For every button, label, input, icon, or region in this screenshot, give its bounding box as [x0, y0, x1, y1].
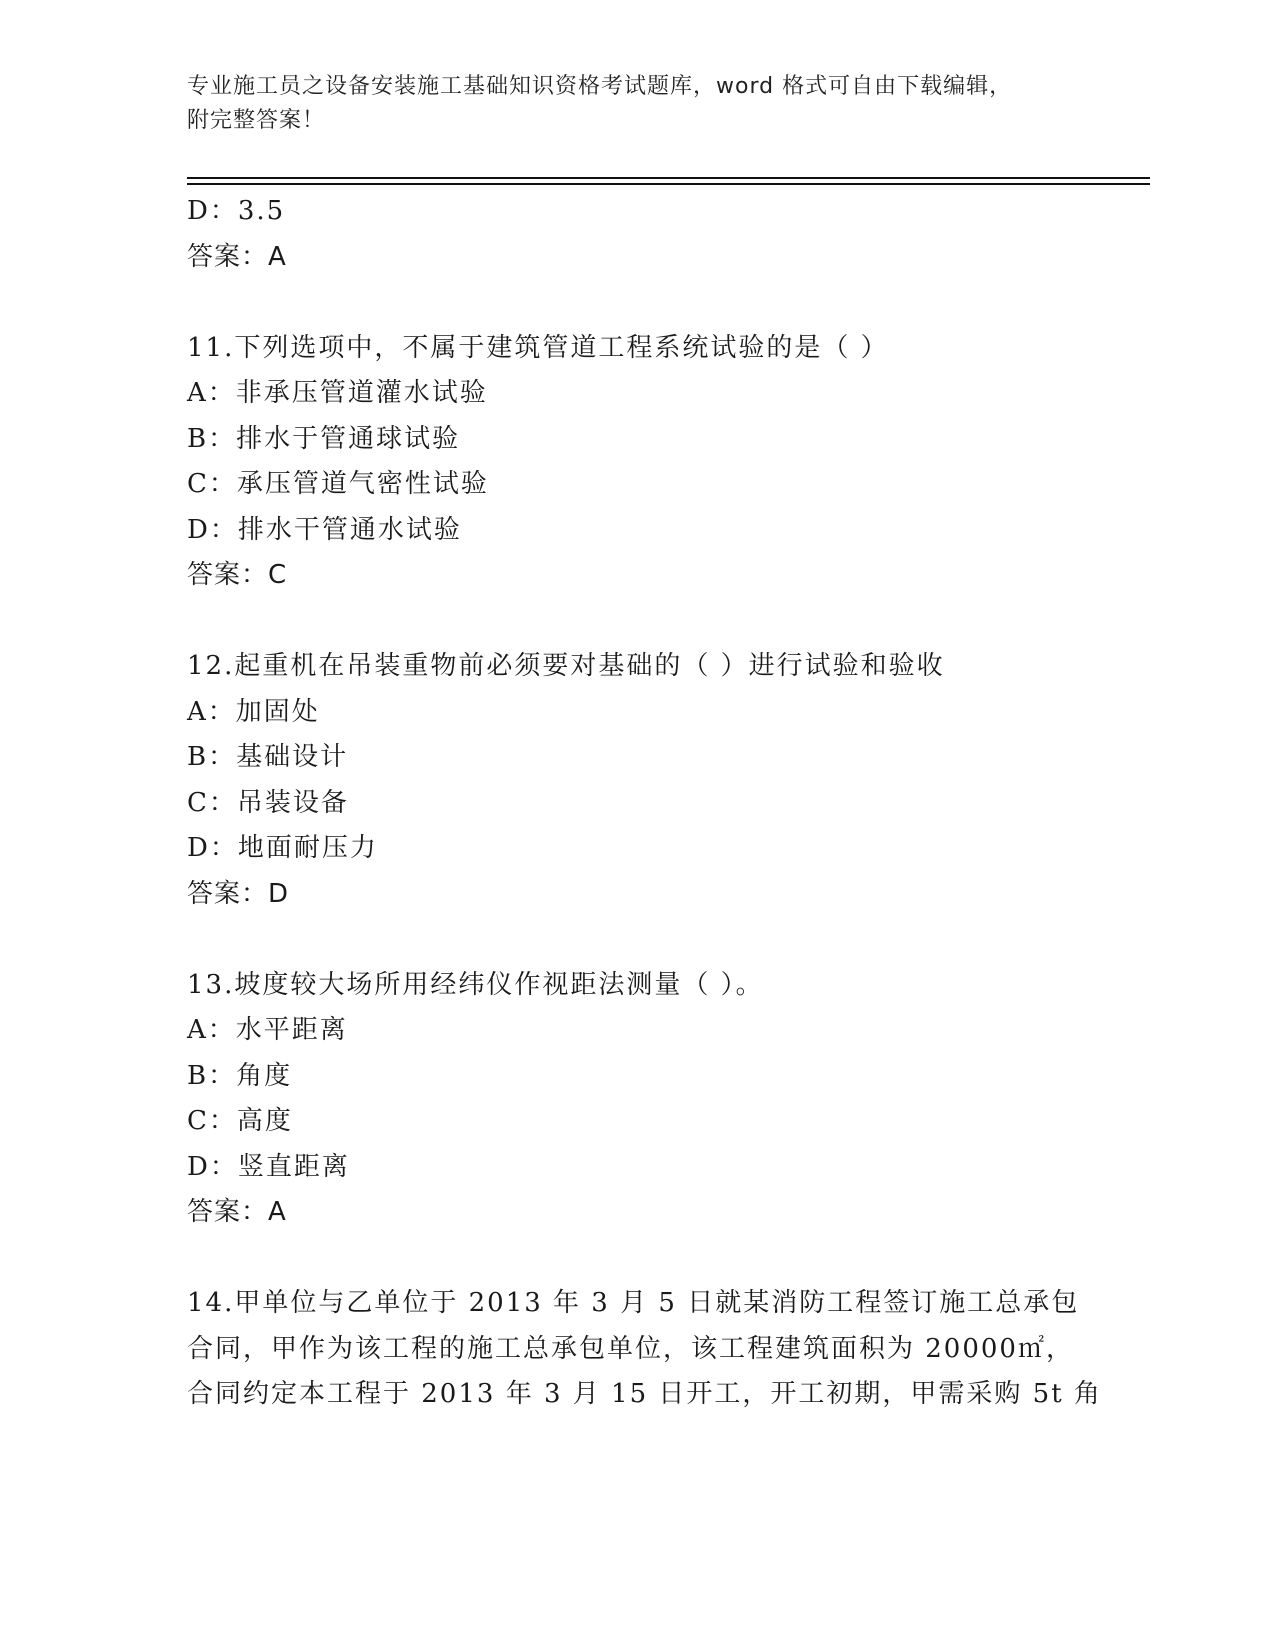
spacer: [187, 280, 1147, 326]
answer: 答案：A: [187, 241, 287, 272]
question-stem-line-1: 14.甲单位与乙单位于 2013 年 3 月 5 日就某消防工程签订施工总承包: [187, 1288, 1080, 1318]
question-11: [187, 326, 1147, 599]
question-stem: 12.起重机在吊装重物前必须要对基础的（ ）进行试验和验收: [187, 651, 945, 681]
question-13: [187, 963, 1147, 1236]
header-divider-bottom: [187, 183, 1150, 185]
question-stem-line-3: 合同约定本工程于 2013 年 3 月 15 日开工，开工初期，甲需采购 5t 角: [187, 1379, 1102, 1409]
question-stem: 11.下列选项中，不属于建筑管道工程系统试验的是（ ）: [187, 332, 889, 363]
option-d: D：地面耐压力: [187, 833, 378, 863]
answer: 答案：A: [187, 1197, 287, 1227]
option-b: B：排水于管通球试验: [187, 423, 461, 454]
option-b: B：角度: [187, 1060, 293, 1091]
option-c: C：承压管道气密性试验: [187, 469, 489, 499]
previous-question-tail: [187, 189, 1147, 280]
header-line-2: 附完整答案！: [187, 108, 326, 133]
option-d: D：竖直距离: [187, 1151, 350, 1182]
answer: 答案：C: [187, 560, 288, 590]
option-a: A：加固处: [187, 696, 320, 727]
answer: 答案：D: [187, 878, 290, 909]
document-header: [187, 70, 1087, 138]
option-b: B：基础设计: [187, 742, 349, 772]
option-a: A：非承压管道灌水试验: [187, 378, 488, 408]
question-stem: 13.坡度较大场所用经纬仪作视距法测量（ ）。: [187, 969, 764, 1000]
spacer: [187, 1236, 1147, 1282]
option-c: C：高度: [187, 1106, 293, 1136]
question-list: [187, 189, 1147, 1418]
header-line-1: 专业施工员之设备安装施工基础知识资格考试题库，word 格式可自由下载编辑，: [187, 74, 1013, 99]
option-c: C：吊装设备: [187, 787, 349, 818]
spacer: [187, 917, 1147, 963]
spacer: [187, 599, 1147, 645]
option-d: D：排水干管通水试验: [187, 514, 462, 545]
question-stem-line-2: 合同，甲作为该工程的施工总承包单位，该工程建筑面积为 20000㎡，: [187, 1333, 1074, 1364]
question-12: [187, 644, 1147, 917]
option-a: A：水平距离: [187, 1015, 348, 1045]
option-d: D：3.5: [187, 196, 286, 226]
header-divider-top: [187, 177, 1150, 179]
question-14: [187, 1281, 1147, 1418]
